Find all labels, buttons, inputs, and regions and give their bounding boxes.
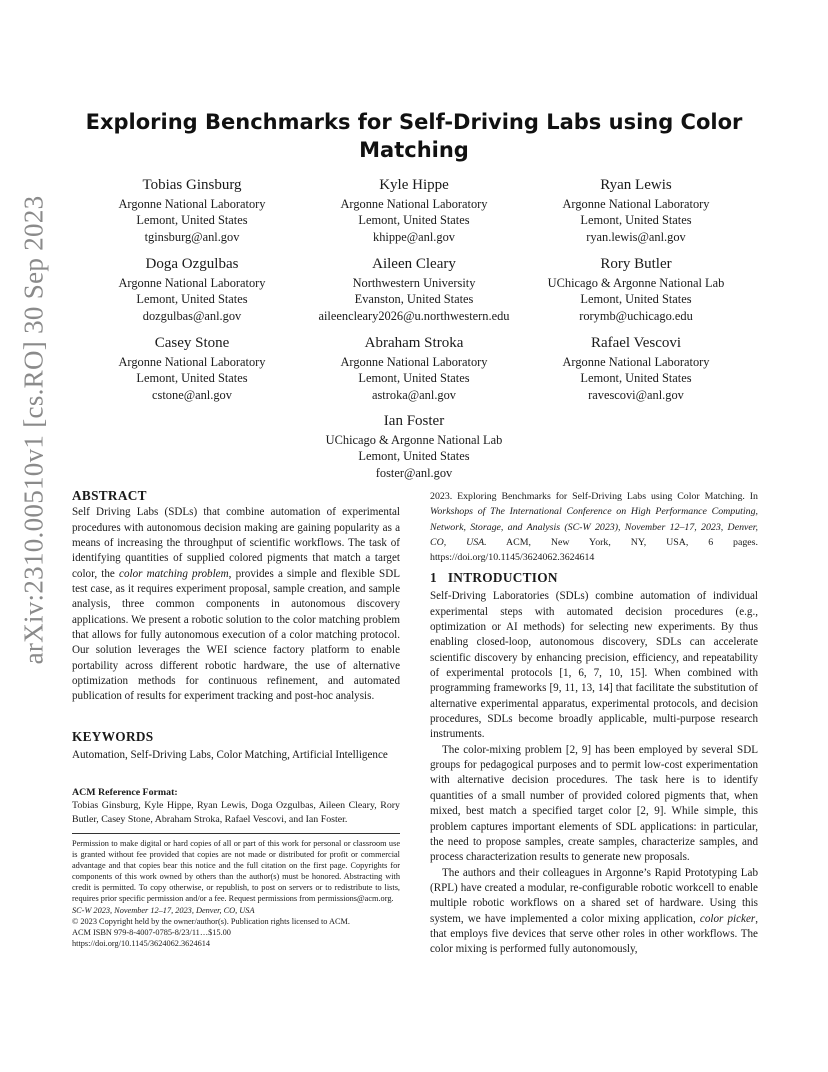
isbn-line: ACM ISBN 979-8-4007-0785-8/23/11…$15.00	[72, 927, 231, 937]
author-block	[72, 176, 312, 245]
author-affiliation: Argonne National Laboratory	[340, 197, 488, 211]
author-affiliation: Argonne National Laboratory	[340, 355, 488, 369]
author-block	[516, 334, 756, 403]
author-location: Evanston, United States	[354, 292, 474, 307]
copyright-line: © 2023 Copyright held by the owner/author(s). Publication rights licensed to ACM.	[72, 916, 350, 926]
doi-link[interactable]: https://doi.org/10.1145/3624062.3624614	[72, 938, 211, 948]
keywords-heading: KEYWORDS	[72, 729, 154, 744]
abstract-section	[72, 488, 400, 705]
arxiv-stamp	[14, 180, 54, 680]
author-name: Kyle Hippe	[379, 177, 449, 193]
author-name: Ryan Lewis	[600, 177, 672, 193]
author-name: Rafael Vescovi	[590, 335, 682, 351]
author-block	[294, 334, 534, 403]
author-location: Lemont, United States	[136, 292, 248, 307]
author-block	[294, 412, 534, 481]
abstract-emphasis: color matching problem	[119, 567, 229, 580]
reference-format-text: Tobias Ginsburg, Kyle Hippe, Ryan Lewis, Doga Ozgulbas, Aileen Cleary, Rory Butler, Casey Stone, Abraham Stroka, Rafael Vescovi, and Ian Foster.	[72, 800, 400, 825]
author-block	[516, 176, 756, 245]
author-name: Tobias Ginsburg	[142, 177, 242, 193]
citation-block	[430, 489, 758, 565]
paper-title: Exploring Benchmarks for Self-Driving Labs using Color Matching	[85, 110, 743, 162]
intro-emphasis: color picker	[699, 912, 756, 925]
author-location: Lemont, United States	[358, 449, 470, 464]
intro-paragraph: The authors and their colleagues in Argonne’s Rapid Prototyping Lab (RPL) have created a modular, re-configurable robotic workcell to enable multiple robotic workflows on a shared set of hardware. Using this system, we have implemented a color mixing application, color picker, that employs five devices that serve other roles in other workflows. The color mixing is performed fully autonomously,	[430, 866, 758, 956]
arxiv-id: arXiv:2310.00510v1 [cs.RO] 30 Sep 2023	[18, 195, 49, 665]
author-location: Lemont, United States	[580, 371, 692, 386]
author-affiliation: UChicago & Argonne National Lab	[547, 276, 725, 290]
author-affiliation: Argonne National Laboratory	[562, 355, 710, 369]
venue-line: SC-W 2023, November 12–17, 2023, Denver, CO, USA	[72, 905, 255, 915]
reference-format-heading: ACM Reference Format:	[72, 787, 178, 798]
author-email: khippe@anl.gov	[373, 229, 455, 244]
keywords-text: Automation, Self-Driving Labs, Color Matching, Artificial Intelligence	[72, 749, 388, 762]
author-block	[516, 255, 756, 324]
introduction-section	[430, 570, 758, 958]
author-block	[72, 334, 312, 403]
introduction-heading: 1 INTRODUCTION	[430, 570, 558, 585]
author-email: dozgulbas@anl.gov	[142, 308, 242, 323]
author-email: ravescovi@anl.gov	[588, 387, 684, 402]
author-email: astroka@anl.gov	[371, 387, 456, 402]
citation-text: 2023. Exploring Benchmarks for Self-Driving Labs using Color Matching. In Workshops of The International Conference on High Performance Computing, Network, Storage, and Analysis (SC-W 2023), November 12–17, 2023, Denver, CO, USA. ACM, New York, NY, USA, 6 pages. https://doi.org/10.1145/3624062.3624614	[430, 491, 758, 564]
permission-text: Permission to make digital or hard copies of all or part of this work for personal or classroom use is granted without fee provided that copies are not made or distributed for profit or commercial advantage and that copies bear this notice and the full citation on the first page. Copyrights for components of this work owned by others than the author(s) must be honored. Abstracting with credit is permitted. To copy otherwise, or republish, to post on servers or to redistribute to lists, requires prior specific permission and/or a fee. Request permissions from permissions@acm.org.	[72, 839, 400, 904]
citation-venue: Workshops of The International Conference on High Performance Computing, Network, Storage, and Analysis (SC-W 2023), November 12–17, 2023, Denver, CO, USA.	[430, 506, 758, 548]
author-email: aileencleary2026@u.northwestern.edu	[318, 308, 510, 323]
author-name: Casey Stone	[154, 335, 230, 351]
author-location: Lemont, United States	[136, 213, 248, 228]
author-location: Lemont, United States	[580, 292, 692, 307]
abstract-heading: ABSTRACT	[72, 488, 147, 503]
author-affiliation: Argonne National Laboratory	[562, 197, 710, 211]
author-email: tginsburg@anl.gov	[144, 229, 240, 244]
author-name: Doga Ozgulbas	[145, 256, 239, 272]
reference-format	[72, 786, 400, 826]
keywords-section	[72, 729, 400, 764]
author-email: foster@anl.gov	[375, 465, 453, 480]
intro-paragraph: Self-Driving Laboratories (SDLs) combine automation of individual experimental steps with automated decision procedures (e.g., optimization or AI methods) for selecting new experiments. By thus enabling closed-loop, autonomous discovery, SDLs can accelerate scientific discovery by enhancing precision, efficiency, and repeatability of experimental protocols [1, 6, 7, 10, 15]. When combined with programming frameworks [9, 11, 13, 14] that facilitate the substitution of alternative experimental apparatus, experimental protocols, and decision procedures, SDLs become broadly applicable, multi-purpose research instruments.	[430, 590, 758, 741]
author-name: Rory Butler	[600, 256, 672, 272]
author-block	[294, 176, 534, 245]
footnote-rule	[72, 833, 400, 834]
intro-paragraph: The color-mixing problem [2, 9] has been employed by several SDL groups for pedagogical purposes and to permit low-cost experimentation with alternative decision procedures. The task here is to identify quantities of a small number of provided colored pigments that, when mixed, best match a specified target color [2, 9]. While simple, this problem captures important elements of SDL applications: in particular, the need to propose samples, create samples, characterize samples, and process characterization results to generate new proposals.	[430, 743, 758, 864]
author-name: Ian Foster	[383, 413, 445, 429]
author-affiliation: Argonne National Laboratory	[118, 355, 266, 369]
author-email: cstone@anl.gov	[152, 387, 232, 402]
author-location: Lemont, United States	[136, 371, 248, 386]
author-location: Lemont, United States	[358, 371, 470, 386]
author-location: Lemont, United States	[358, 213, 470, 228]
author-block	[72, 255, 312, 324]
permission-block	[72, 838, 400, 949]
author-block	[294, 255, 534, 324]
author-affiliation: Northwestern University	[352, 276, 476, 290]
author-location: Lemont, United States	[580, 213, 692, 228]
author-email: rorymb@uchicago.edu	[579, 308, 693, 323]
author-email: ryan.lewis@anl.gov	[586, 229, 686, 244]
author-affiliation: UChicago & Argonne National Lab	[325, 433, 503, 447]
abstract-text: Self Driving Labs (SDLs) that combine automation of experimental procedures with autonomous decision making are gaining popularity as a means of increasing the throughput of scientific workflows. The task of identifying quantities of supplied colored pigments that match a target color, the color matching problem, provides a simple and flexible SDL test case, as it requires experiment proposal, sample creation, and sample analysis, three common components in autonomous discovery applications. We present a robotic solution to the color matching problem that allows for fully autonomous execution of a color matching protocol. Our solution leverages the WEI science factory platform to enable portability across different robotic hardware, the use of alternative optimization methods for continuous refinement, and automated publication of results for experiment tracking and post-hoc analysis.	[72, 506, 400, 703]
author-affiliation: Argonne National Laboratory	[118, 197, 266, 211]
author-affiliation: Argonne National Laboratory	[118, 276, 266, 290]
author-name: Aileen Cleary	[372, 256, 456, 272]
author-name: Abraham Stroka	[364, 335, 464, 351]
